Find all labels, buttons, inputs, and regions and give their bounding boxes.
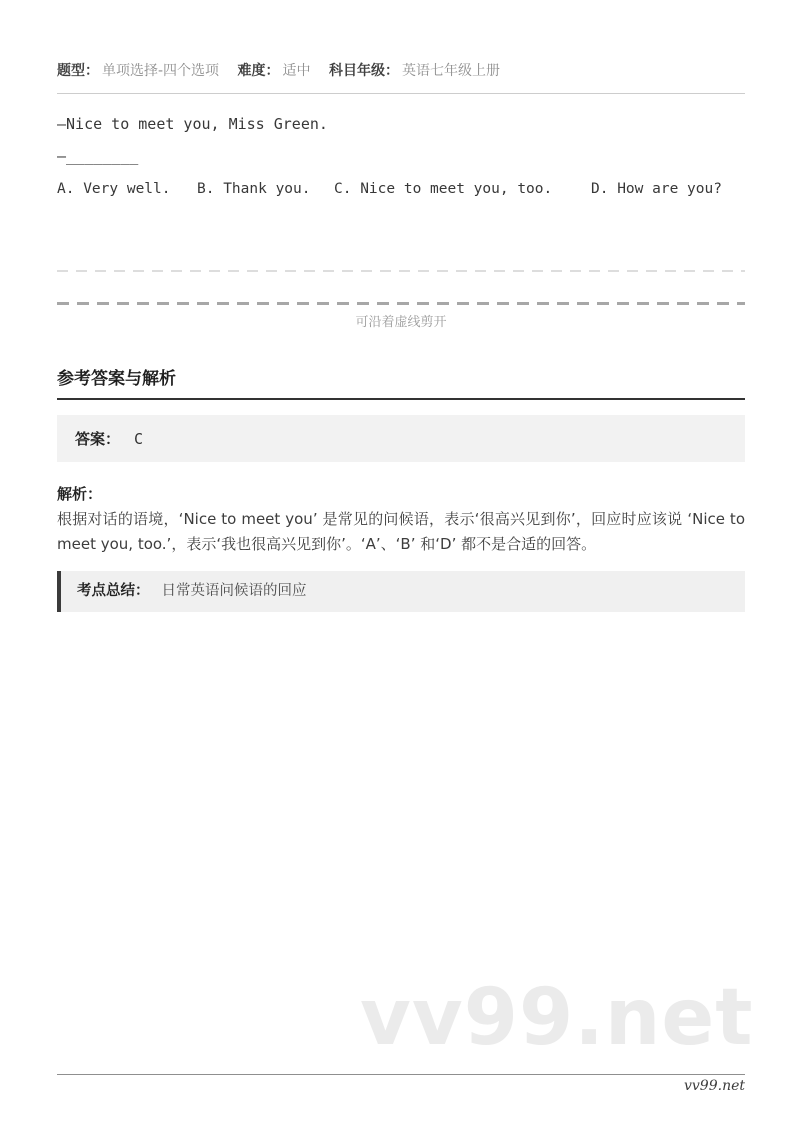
meta-subject-grade-label: 科目年级： (328, 63, 399, 79)
footer-divider-line (57, 1074, 745, 1075)
meta-difficulty-label: 难度： (237, 63, 280, 79)
answer-box (57, 415, 745, 462)
option-d: D. How are you? (591, 181, 722, 197)
answer-section-title-underline (57, 398, 745, 400)
meta-question-type-label: 题型： (57, 63, 99, 79)
answer-value: C (134, 430, 144, 448)
answer-options-row (57, 181, 745, 200)
question-meta (57, 62, 745, 81)
analysis-paragraph: 根据对话的语境，‘Nice to meet you’ 是常见的问候语，表示‘很高兴见到你’，回应时应该说 ‘Nice to meet you, too.’，表示‘我也很高兴见到你’。‘A’、‘B’ 和‘D’ 都不是合适的回答。 (57, 510, 745, 553)
meta-difficulty-value: 适中 (282, 63, 311, 79)
answer-section-title: 参考答案与解析 (57, 369, 176, 389)
meta-question-type (57, 63, 224, 79)
cut-dashed-line-top (57, 270, 745, 272)
footer-site-name: vv99.net (683, 1078, 745, 1094)
meta-divider-line (57, 93, 745, 94)
meta-difficulty (238, 63, 315, 79)
meta-subject-grade (329, 63, 500, 79)
meta-question-type-value: 单项选择-四个选项 (102, 63, 220, 79)
option-a: A. Very well. (57, 181, 171, 197)
key-point-summary-value: 日常英语问候语的回应 (161, 583, 307, 599)
analysis-label: 解析： (57, 485, 103, 503)
cut-hint-text: 可沿着虚线剪开 (355, 315, 447, 330)
option-b: B. Thank you. (197, 181, 311, 197)
cut-dashed-line-bottom (57, 302, 745, 305)
question-dialog-line-2-blank: —________ (57, 147, 139, 165)
answer-label: 答案： (75, 430, 121, 448)
meta-subject-grade-value: 英语七年级上册 (401, 63, 500, 79)
key-point-summary-box (57, 571, 745, 612)
option-c: C. Nice to meet you, too. (334, 181, 553, 197)
key-point-summary-label: 考点总结： (77, 583, 150, 599)
question-dialog-line-1: —Nice to meet you, Miss Green. (57, 115, 328, 133)
site-watermark: vv99.net (360, 973, 754, 1063)
